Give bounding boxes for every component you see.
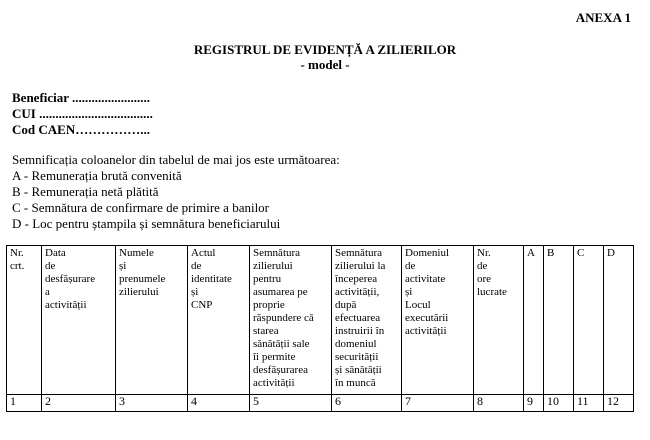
header-nume-prenume: Numele și prenumele zilierului xyxy=(116,246,188,395)
register-table xyxy=(6,245,634,412)
legend-item-b: B - Remunerația netă plătită xyxy=(12,184,159,199)
column-number-row xyxy=(7,395,634,412)
page-title: REGISTRUL DE EVIDENȚĂ A ZILIERILOR xyxy=(193,42,457,57)
legend-item-c: C - Semnătura de confirmare de primire a banilor xyxy=(12,200,270,215)
column-number: 3 xyxy=(116,395,188,412)
header-row xyxy=(7,246,634,395)
field-cod-caen: Cod CAEN……………... xyxy=(12,122,150,137)
legend-item-d: D - Loc pentru ștampila și semnătura beneficiarului xyxy=(12,216,281,231)
legend-item-a: A - Remunerația brută convenită xyxy=(12,168,182,183)
column-number: 7 xyxy=(402,395,474,412)
column-number: 2 xyxy=(42,395,116,412)
column-number: 11 xyxy=(574,395,604,412)
column-number: 5 xyxy=(250,395,332,412)
header-b: B xyxy=(544,246,574,395)
header-semnatura-instruire: Semnătura zilierului la începerea activității, după efectuarea instruirii în domeniul securității și sănătății în muncă xyxy=(332,246,402,395)
header-a: A xyxy=(524,246,544,395)
column-number: 8 xyxy=(474,395,524,412)
header-d: D xyxy=(604,246,634,395)
header-nr-crt: Nr. crt. xyxy=(7,246,42,395)
legend-intro: Semnificația coloanelor din tabelul de mai jos este următoarea: xyxy=(12,152,340,167)
field-beneficiar: Beneficiar ........................ xyxy=(12,90,151,105)
header-ore-lucrate: Nr. de ore lucrate xyxy=(474,246,524,395)
header-act-identitate: Actul de identitate și CNP xyxy=(188,246,250,395)
page-subtitle: - model - xyxy=(300,57,350,72)
column-number: 12 xyxy=(604,395,634,412)
column-number: 6 xyxy=(332,395,402,412)
beneficiary-fields xyxy=(12,90,153,138)
column-number: 10 xyxy=(544,395,574,412)
column-number: 9 xyxy=(524,395,544,412)
header-semnatura-sanatate: Semnătura zilierului pentru asumarea pe proprie răspundere că starea sănătății sale îi permite desfășurarea activității xyxy=(250,246,332,395)
header-data-desfasurare: Data de desfășurare a activității xyxy=(42,246,116,395)
header-c: C xyxy=(574,246,604,395)
field-cui: CUI ................................... xyxy=(12,106,153,121)
column-number: 1 xyxy=(7,395,42,412)
annex-label: ANEXA 1 xyxy=(575,10,631,25)
header-domeniu-activitate: Domeniul de activitate și Locul executării activității xyxy=(402,246,474,395)
title-block xyxy=(0,42,650,72)
column-number: 4 xyxy=(188,395,250,412)
column-legend xyxy=(12,152,340,232)
